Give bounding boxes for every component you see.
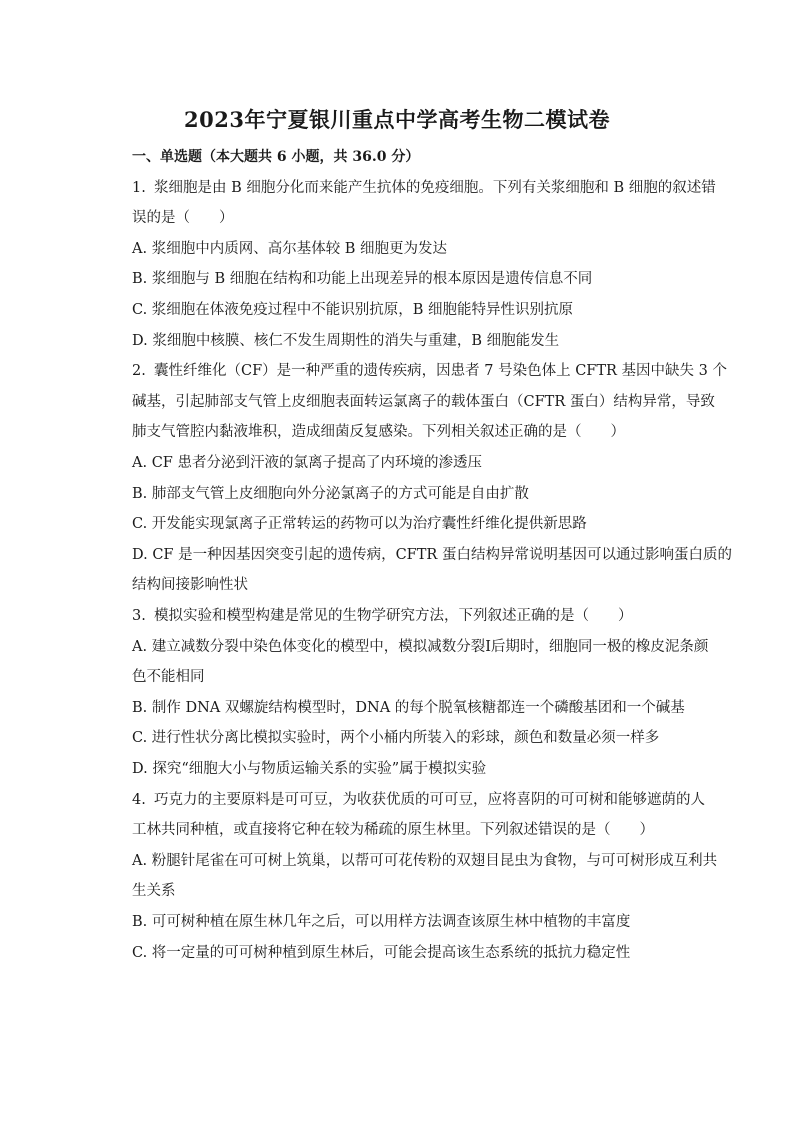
answer-option-line: B. 可可树种植在原生林几年之后，可以用样方法调查该原生林中植物的丰富度: [132, 914, 631, 930]
answer-option-line: B. 浆细胞与 B 细胞在结构和功能上出现差异的根本原因是遗传信息不同: [132, 271, 593, 288]
question-number: 4.: [132, 791, 146, 808]
answer-option-line: C. 进行性状分离比模拟实验时，两个小桶内所装入的彩球，颜色和数量必须一样多: [132, 730, 660, 747]
question-stem-line: [132, 820, 654, 840]
section-heading: 一、单选题（本大题共 6 小题，共 36.0 分）: [132, 149, 420, 165]
answer-option-line: C. 将一定量的可可树种植到原生林后，可能会提高该生态系统的抵抗力稳定性: [132, 944, 631, 961]
question-stem-text: 误的是（ ）: [132, 210, 234, 227]
question-number: 2.: [132, 363, 146, 380]
answer-option-line: A. 浆细胞中内质网、高尔基体较 B 细胞更为发达: [132, 240, 448, 257]
question-stem-line: [132, 392, 715, 412]
answer-option-line: 结构间接影响性状: [132, 577, 248, 594]
page-title: 2023年宁夏银川重点中学高考生物二模试卷: [184, 107, 610, 132]
answer-option-line: 色不能相同: [132, 669, 205, 686]
answer-option-line: A. 建立减数分裂中染色体变化的模型中，模拟减数分裂Ⅰ后期时，细胞同一极的橡皮泥条颜: [132, 638, 709, 655]
question-stem-line: [132, 606, 633, 626]
question-stem-text: 巧克力的主要原料是可可豆，为收获优质的可可豆，应将喜阴的可可树和能够遮荫的人: [154, 791, 705, 808]
answer-option-line: A. CF 患者分泌到汗液的氯离子提高了内环境的渗透压: [132, 455, 482, 471]
question-stem-text: 肺支气管腔内黏液堆积，造成细菌反复感染。下列相关叙述正确的是（ ）: [132, 424, 625, 441]
answer-option-line: C. 开发能实现氯离子正常转运的药物可以为治疗囊性纤维化提供新思路: [132, 516, 587, 533]
question-stem-line: [132, 422, 625, 442]
answer-option-line: 生关系: [132, 883, 176, 900]
question-number: 3.: [132, 608, 146, 624]
answer-option-line: B. 肺部支气管上皮细胞向外分泌氯离子的方式可能是自由扩散: [132, 485, 529, 502]
question-stem-text: 囊性纤维化（CF）是一种严重的遗传疾病，因患者 7 号染色体上 CFTR 基因中缺失 3 个: [154, 363, 728, 380]
question-stem-text: 浆细胞是由 B 细胞分化而来能产生抗体的免疫细胞。下列有关浆细胞和 B 细胞的叙述错: [154, 179, 716, 196]
question-stem-text: 模拟实验和模型构建是常见的生物学研究方法，下列叙述正确的是（ ）: [154, 608, 633, 624]
question-number: 1.: [132, 179, 146, 196]
question-stem-text: 碱基，引起肺部支气管上皮细胞表面转运氯离子的载体蛋白（CFTR 蛋白）结构异常，导致: [132, 393, 715, 410]
answer-option-line: D. 探究“细胞大小与物质运输关系的实验”属于模拟实验: [132, 761, 487, 777]
question-stem-line: [132, 178, 716, 198]
question-stem-text: 工林共同种植，或直接将它种在较为稀疏的原生林里。下列叙述错误的是（ ）: [132, 822, 654, 839]
answer-option-line: B. 制作 DNA 双螺旋结构模型时，DNA 的每个脱氧核糖都连一个磷酸基团和一个碱基: [132, 699, 685, 716]
answer-option-line: A. 粉腿针尾雀在可可树上筑巢，以帮可可花传粉的双翅目昆虫为食物，与可可树形成互利共: [132, 852, 718, 869]
answer-option-line: D. 浆细胞中核膜、核仁不发生周期性的消失与重建，B 细胞能发生: [132, 332, 560, 349]
question-stem-line: [132, 790, 705, 810]
question-stem-line: [132, 361, 727, 381]
answer-option-line: D. CF 是一种因基因突变引起的遗传病，CFTR 蛋白结构异常说明基因可以通过影响蛋白质的: [132, 546, 732, 563]
question-stem-line: [132, 208, 234, 228]
answer-option-line: C. 浆细胞在体液免疫过程中不能识别抗原，B 细胞能特异性识别抗原: [132, 302, 574, 318]
